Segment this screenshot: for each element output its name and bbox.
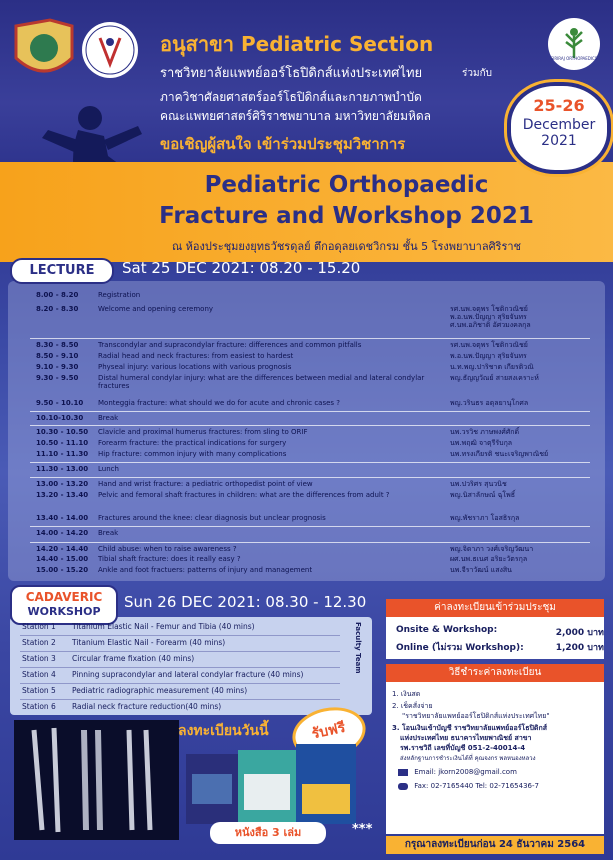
email-icon [398, 769, 408, 776]
payment-bank: แห่งประเทศไทย ธนาคารไทยพาณิชย์ สาขา [400, 734, 532, 742]
schedule-speaker: รศ.นพ.จตุพร โชติกวณิชย์ พ.อ.นพ.ปัญญา สุริยจันทร ศ.นพ.อภิชาติ อัศวมงคลกุล [450, 305, 531, 329]
schedule-divider [30, 425, 590, 426]
schedule-topic: Tibial shaft fracture: does it really easy ? [98, 555, 241, 563]
schedule-time: 10.10-10.30 [36, 414, 84, 422]
payment-evidence: ส่งหลักฐานการชำระเงินได้ที่ คุณจงกร พลหนองหลวง [400, 755, 536, 762]
station-name: Station 4 [22, 670, 56, 679]
college-name: ราชวิทยาลัยแพทย์ออร์โธปิดิกส์แห่งประเทศไทย [160, 66, 423, 81]
schedule-time: 8.00 - 8.20 [36, 291, 79, 299]
workshop-date: Sun 26 DEC 2021: 08.30 - 12.30 [124, 593, 367, 611]
station-description: Titanium Elastic Nail - Femur and Tibia (40 mins) [72, 622, 255, 631]
schedule-topic: Child abuse: when to raise awareness ? [98, 545, 237, 553]
schedule-time: 9.30 - 9.50 [36, 374, 79, 382]
schedule-time: 10.30 - 10.50 [36, 428, 89, 436]
schedule-time: 14.20 - 14.40 [36, 545, 89, 553]
schedule-divider [30, 411, 590, 412]
register-today-text: ลงทะเบียนวันนี้ [178, 723, 269, 739]
station-divider [20, 651, 340, 652]
siriraj-ortho-logo [548, 18, 600, 70]
payment-header: วิธีชำระค่าลงทะเบียน [386, 664, 604, 682]
schedule-topic: Break [98, 414, 119, 422]
schedule-topic: Physeal injury: various locations with various prognosis [98, 363, 292, 371]
payment-cheque-payee: "ราชวิทยาลัยแพทย์ออร์โธปิดิกส์แห่งประเทศไทย" [402, 712, 550, 720]
station-divider [20, 683, 340, 684]
schedule-speaker: พญ.ธัญญวัณย์ สายสงเคราะห์ [450, 374, 539, 382]
schedule-time: 8.30 - 8.50 [36, 341, 79, 349]
station-divider [20, 699, 340, 700]
department-name: ภาควิชาศัลยศาสตร์ออร์โธปิดิกส์และกายภาพบำบัด [160, 90, 422, 104]
schedule-speaker: พญ.จิดาภา วงศ์เจริญวัฒนา [450, 545, 534, 553]
schedule-speaker: พญ.พัชราภา โอสธิรกุล [450, 514, 520, 522]
date-days: 25-26 [533, 96, 585, 115]
siriraj-logo-text: SIRIRAJ ORTHOPAEDICS [550, 56, 598, 61]
payment-cheque: 2. เช็คสั่งจ่าย [392, 702, 433, 710]
schedule-topic: Distal humeral condylar injury: what are the differences between medial and lateral condylar fractures [98, 374, 425, 390]
fee-onsite-price: 2,000 บาท [555, 628, 604, 638]
book-1 [186, 754, 238, 824]
schedule-topic: Forearm fracture: the practical indications for surgery [98, 439, 287, 447]
logos-left [10, 18, 142, 84]
schedule-speaker: พญ.วรินธร อดุลยานุโกศล [450, 399, 529, 407]
schedule-topic: Ankle and foot fractuers: patterns of injury and management [98, 566, 313, 574]
schedule-time: 9.50 - 10.10 [36, 399, 84, 407]
schedule-time: 11.10 - 11.30 [36, 450, 89, 458]
fees-panel [386, 617, 604, 659]
schedule-time: 8.50 - 9.10 [36, 352, 79, 360]
book-3 [296, 744, 356, 824]
payment-email: Email: jkorn2008@gmail.com [414, 768, 517, 776]
schedule-speaker: พ.อ.นพ.ปัญญา สุริยจันทร [450, 352, 527, 360]
schedule-topic: Hip fracture: common injury with many complications [98, 450, 287, 458]
faculty-name: คณะแพทยศาสตร์ศิริราชพยาบาล มหาวิทยาลัยมหิดล [160, 109, 432, 123]
workshop-label [10, 585, 118, 625]
registration-deadline: กรุณาลงทะเบียนก่อน 24 ธันวาคม 2564 [386, 836, 604, 854]
lecture-label: LECTURE [10, 258, 114, 284]
schedule-time: 13.20 - 13.40 [36, 491, 89, 499]
schedule-topic: Transcondylar and supracondylar fracture: differences and common pitfalls [98, 341, 362, 349]
schedule-divider [30, 338, 590, 339]
collab-text: ร่วมกับ [462, 68, 492, 79]
payment-transfer: 3. โอนเงินเข้าบัญชี ราชวิทยาลัยแพทย์ออร์โธปิดิกส์ [392, 724, 547, 732]
fee-online-price: 1,200 บาท [555, 643, 604, 653]
schedule-topic: Fractures around the knee: clear diagnosis but unclear prognosis [98, 514, 326, 522]
payment-account: รพ.ราชวิถี เลขที่บัญชี 051-2-40014-4 [400, 744, 526, 752]
event-title-line1: Pediatric Orthopaedic [204, 172, 489, 198]
fee-online-label: Online (ไม่รวม Workshop): [396, 643, 524, 653]
xray-images [14, 720, 179, 840]
schedule-divider [30, 462, 590, 463]
fee-online [396, 640, 604, 654]
schedule-topic: Monteggia fracture: what should we do for acute and chronic cases ? [98, 399, 340, 407]
station-description: Pediatric radiographic measurement (40 mins) [72, 686, 248, 695]
pediatric-section-logo [82, 22, 138, 78]
station-name: Station 3 [22, 654, 56, 663]
event-venue: ณ ห้องประชุมยงยุทธวัชรดุลย์ ตึกอดุลยเดชวิกรม ชั้น 5 โรงพยาบาลศิริราช [171, 240, 522, 253]
schedule-topic: Clavicle and proximal humerus fractures: from sling to ORIF [98, 428, 308, 436]
schedule-topic: Welcome and opening ceremony [98, 305, 214, 313]
station-description: Radial neck fracture reduction(40 mins) [72, 702, 222, 711]
station-divider [20, 635, 340, 636]
invitation-text: ขอเชิญผู้สนใจ เข้าร่วมประชุมวิชาการ [160, 135, 406, 153]
book-2 [238, 750, 296, 824]
schedule-topic: Pelvic and femoral shaft fractures in children: what are the differences from adult ? [98, 491, 390, 499]
faculty-team-text: Faculty Team [354, 622, 362, 674]
section-title: อนุสาขา Pediatric Section [160, 32, 434, 56]
workshop-panel [10, 617, 372, 715]
book-covers [186, 744, 366, 824]
schedule-time: 15.00 - 15.20 [36, 566, 89, 574]
tree-icon [548, 18, 600, 70]
station-name: Station 5 [22, 686, 56, 695]
fees-header: ค่าลงทะเบียนเข้าร่วมประชุม [386, 599, 604, 617]
schedule-speaker: นพ.จีราวัฒน์ แสงสิน [450, 566, 512, 574]
schedule-divider [30, 477, 590, 478]
schedule-divider [30, 526, 590, 527]
schedule-time: 11.30 - 13.00 [36, 465, 89, 473]
schedule-time: 13.40 - 14.00 [36, 514, 89, 522]
station-divider [20, 667, 340, 668]
payment-cash: 1. เงินสด [392, 690, 421, 698]
payment-phone-row [398, 782, 606, 791]
schedule-speaker: นพ.ปวริศร สุนวนิช [450, 480, 507, 488]
payment-phone: Fax: 02-7165440 Tel: 02-7165436-7 [414, 782, 539, 790]
faculty-team-label [350, 622, 364, 682]
schedule-time: 10.50 - 11.10 [36, 439, 89, 447]
payment-email-row [398, 768, 606, 777]
station-name: Station 2 [22, 638, 56, 647]
schedule-time: 9.10 - 9.30 [36, 363, 79, 371]
free-badge: รับฟรี [288, 701, 371, 765]
schedule-speaker: น.ท.พญ.ปาริชาต เกียรติวณิ [450, 363, 534, 371]
workshop-label-bottom: WORKSHOP [27, 605, 101, 618]
schedule-topic: Registration [98, 291, 141, 299]
station-name: Station 1 [22, 622, 56, 631]
station-description: Circular frame fixation (40 mins) [72, 654, 195, 663]
phone-icon [398, 783, 408, 790]
schedule-speaker: นพ.พฤฒิ จาตุรีรับกุล [450, 439, 513, 447]
schedule-time: 14.40 - 15.00 [36, 555, 89, 563]
schedule-time: 8.20 - 8.30 [36, 305, 79, 313]
books-label: หนังสือ 3 เล่ม [210, 822, 326, 844]
schedule-time: 13.00 - 13.20 [36, 480, 89, 488]
schedule-speaker: นพ.ทรงเกียรติ ชนะเจริญพาณิชย์ [450, 450, 549, 458]
date-month: December [522, 117, 596, 133]
fee-onsite [396, 625, 604, 638]
workshop-label-top: CADAVERIC [25, 590, 103, 604]
stars-mark: *** [352, 822, 373, 837]
date-year: 2021 [541, 133, 577, 149]
schedule-topic: Break [98, 529, 119, 537]
schedule-divider [30, 542, 590, 543]
schedule-topic: Lunch [98, 465, 119, 473]
station-name: Station 6 [22, 702, 56, 711]
date-badge [507, 82, 611, 174]
schedule-topic: Radial head and neck fractures: from easiest to hardest [98, 352, 294, 360]
schedule-speaker: รศ.นพ.จตุพร โชติกวณิชย์ [450, 341, 528, 349]
event-title-line2: Fracture and Workshop 2021 [159, 203, 534, 229]
crest-logo [16, 20, 72, 71]
station-description: Pinning supracondylar and lateral condylar fracture (40 mins) [72, 670, 304, 679]
schedule-speaker: ผศ.นพ.ธเนศ อริยะวัตรกุล [450, 555, 528, 563]
schedule-speaker: พญ.นิสาลักษณ์ ฉุโพธิ์ [450, 491, 516, 499]
payment-panel [386, 682, 604, 834]
schedule-time: 14.00 - 14.20 [36, 529, 89, 537]
schedule-topic: Hand and wrist fracture: a pediatric orthopedist point of view [98, 480, 313, 488]
schedule-speaker: นพ.วรวิช ภาษพงศ์ศักดิ์ [450, 428, 520, 436]
fee-onsite-label: Onsite & Workshop: [396, 625, 498, 635]
lecture-date: Sat 25 DEC 2021: 08.20 - 15.20 [122, 259, 361, 277]
station-description: Titanium Elastic Nail - Forearm (40 mins) [72, 638, 226, 647]
